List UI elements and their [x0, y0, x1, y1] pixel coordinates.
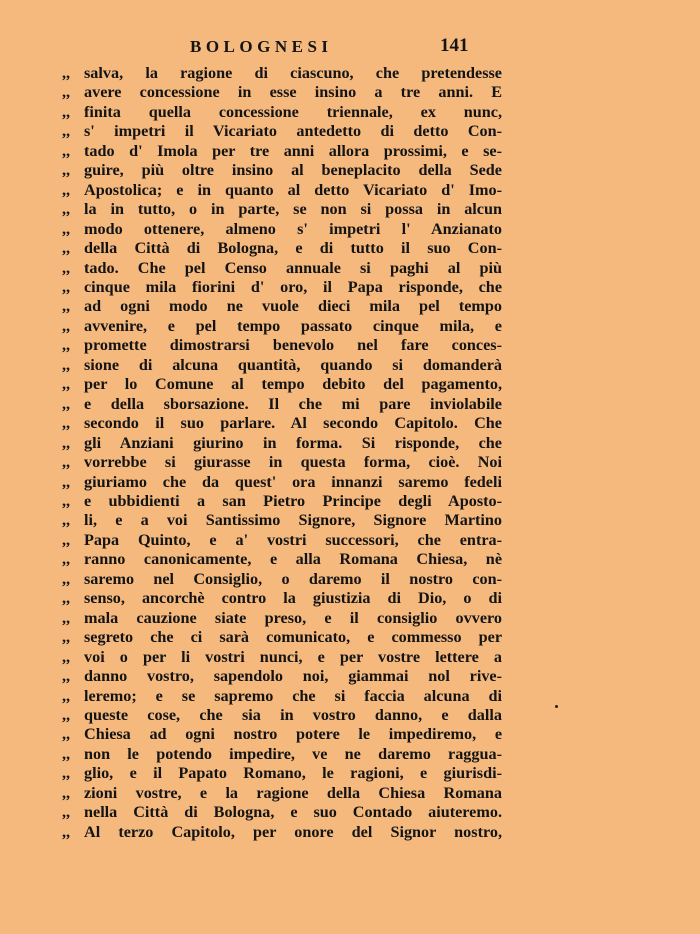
text-line [62, 628, 502, 647]
quote-mark: ,, [62, 511, 71, 530]
text-line [62, 511, 502, 530]
line-text: della Città di Bologna, e di tutto il suo Con- [84, 239, 502, 258]
text-line [62, 706, 502, 725]
text-line [62, 725, 502, 744]
text-line [62, 687, 502, 706]
text-line [62, 356, 502, 375]
line-text: avvenire, e pel tempo passato cinque mila, e [84, 316, 502, 335]
line-text: per lo Comune al tempo debito del pagamento, [84, 375, 502, 394]
quote-mark: ,, [62, 705, 71, 724]
quote-mark: ,, [62, 239, 71, 258]
quote-mark: ,, [62, 608, 71, 627]
text-line [62, 609, 502, 628]
quote-mark: ,, [62, 491, 71, 510]
text-line [62, 453, 502, 472]
line-text: sione di alcuna quantità, quando si domanderà [84, 355, 502, 374]
line-text: saremo nel Consiglio, o daremo il nostro con- [84, 569, 502, 588]
quote-mark: ,, [62, 161, 71, 180]
quote-mark: ,, [62, 764, 71, 783]
quote-mark: ,, [62, 686, 71, 705]
quote-mark: ,, [62, 472, 71, 491]
quote-mark: ,, [62, 667, 71, 686]
text-line [62, 297, 502, 316]
text-line [62, 414, 502, 433]
quote-mark: ,, [62, 355, 71, 374]
text-line [62, 259, 502, 278]
quote-mark: ,, [62, 277, 71, 296]
page-number: 141 [440, 35, 469, 56]
quote-mark: ,, [62, 628, 71, 647]
text-line [62, 764, 502, 783]
quote-mark: ,, [62, 336, 71, 355]
text-line [62, 200, 502, 219]
quote-mark: ,, [62, 83, 71, 102]
body-text [62, 64, 502, 842]
quote-mark: ,, [62, 530, 71, 549]
line-text: tado. Che pel Censo annuale si paghi al più [84, 258, 502, 277]
line-text: e della sborsazione. Il che mi pare inviolabile [84, 394, 502, 413]
line-text: nella Città di Bologna, e suo Contado aiuteremo. [84, 803, 502, 822]
quote-mark: ,, [62, 180, 71, 199]
quote-mark: ,, [62, 122, 71, 141]
quote-mark: ,, [62, 803, 71, 822]
text-line [62, 823, 502, 842]
ink-speck [555, 705, 558, 708]
text-line [62, 667, 502, 686]
text-line [62, 473, 502, 492]
line-text: Apostolica; e in quanto al detto Vicariato d' Imo- [84, 180, 502, 199]
line-text: modo ottenere, almeno s' impetri l' Anzianato [84, 219, 502, 238]
quote-mark: ,, [62, 822, 71, 841]
line-text: tado d' Imola per tre anni allora prossimi, e se- [84, 141, 502, 160]
quote-mark: ,, [62, 375, 71, 394]
text-line [62, 531, 502, 550]
quote-mark: ,, [62, 744, 71, 763]
text-line [62, 239, 502, 258]
quote-mark: ,, [62, 550, 71, 569]
quote-mark: ,, [62, 453, 71, 472]
quote-mark: ,, [62, 200, 71, 219]
quote-mark: ,, [62, 219, 71, 238]
line-text: cinque mila fiorini d' oro, il Papa risponde, che [84, 277, 502, 296]
text-line [62, 570, 502, 589]
text-line [62, 336, 502, 355]
line-text: glio, e il Papato Romano, le ragioni, e giurisdi- [84, 764, 502, 783]
line-text: ad ogni modo ne vuole dieci mila pel tempo [84, 297, 502, 316]
quote-mark: ,, [62, 589, 71, 608]
line-text: ranno canonicamente, e alla Romana Chiesa, nè [84, 550, 502, 569]
quote-mark: ,, [62, 414, 71, 433]
text-line [62, 434, 502, 453]
text-line [62, 589, 502, 608]
text-line [62, 317, 502, 336]
line-text: voi o per li vostri nunci, e per vostre lettere a [84, 647, 502, 666]
text-line [62, 550, 502, 569]
quote-mark: ,, [62, 297, 71, 316]
line-text: secondo il suo parlare. Al secondo Capitolo. Che [84, 414, 502, 433]
line-text: Papa Quinto, e a' vostri successori, che entra- [84, 530, 502, 549]
text-line [62, 803, 502, 822]
quote-mark: ,, [62, 569, 71, 588]
line-text: danno vostro, sapendolo noi, giammai nol rive- [84, 667, 502, 686]
text-line [62, 375, 502, 394]
line-text: e ubbidienti a san Pietro Principe degli Aposto- [84, 491, 502, 510]
text-line [62, 64, 502, 83]
text-line [62, 784, 502, 803]
quote-mark: ,, [62, 647, 71, 666]
line-text: non le potendo impedire, ve ne daremo raggua- [84, 744, 502, 763]
text-line [62, 122, 502, 141]
line-text: segreto che ci sarà comunicato, e commesso per [84, 628, 502, 647]
quote-mark: ,, [62, 102, 71, 121]
line-text: gli Anziani giurino in forma. Si risponde, che [84, 433, 502, 452]
text-line [62, 278, 502, 297]
text-line [62, 142, 502, 161]
line-text: guire, più oltre insino al beneplacito della Sede [84, 161, 502, 180]
line-text: s' impetri il Vicariato antedetto di detto Con- [84, 122, 502, 141]
line-text: salva, la ragione di ciascuno, che pretendesse [84, 64, 502, 82]
quote-mark: ,, [62, 783, 71, 802]
text-line [62, 181, 502, 200]
quote-mark: ,, [62, 316, 71, 335]
text-line [62, 745, 502, 764]
text-line [62, 103, 502, 122]
text-line [62, 395, 502, 414]
text-line [62, 492, 502, 511]
line-text: vorrebbe si giurasse in questa forma, cioè. Noi [84, 453, 502, 472]
quote-mark: ,, [62, 141, 71, 160]
line-text: zioni vostre, e la ragione della Chiesa Romana [84, 783, 502, 802]
line-text: promette dimostrarsi benevolo nel fare conces- [84, 336, 502, 355]
quote-mark: ,, [62, 394, 71, 413]
line-text: leremo; e se sapremo che si faccia alcuna di [84, 686, 502, 705]
line-text: la in tutto, o in parte, se non si possa in alcun [84, 200, 502, 219]
quote-mark: ,, [62, 64, 71, 82]
text-line [62, 648, 502, 667]
line-text: finita quella concessione triennale, ex nunc, [84, 102, 502, 121]
text-line [62, 161, 502, 180]
line-text: giuriamo che da quest' ora innanzi saremo fedeli [84, 472, 502, 491]
line-text: Al terzo Capitolo, per onore del Signor nostro, [84, 822, 502, 841]
line-text: li, e a voi Santissimo Signore, Signore Martino [84, 511, 502, 530]
line-text: queste cose, che sia in vostro danno, e dalla [84, 705, 502, 724]
running-head-title: BOLOGNESI [190, 37, 333, 56]
quote-mark: ,, [62, 258, 71, 277]
quote-mark: ,, [62, 433, 71, 452]
line-text: Chiesa ad ogni nostro potere le impediremo, e [84, 725, 502, 744]
line-text: avere concessione in esse insino a tre anni. E [84, 83, 502, 102]
quote-mark: ,, [62, 725, 71, 744]
text-line [62, 220, 502, 239]
line-text: mala cauzione siate preso, e il consiglio ovvero [84, 608, 502, 627]
text-line [62, 83, 502, 102]
line-text: senso, ancorchè contro la giustizia di Dio, o di [84, 589, 502, 608]
